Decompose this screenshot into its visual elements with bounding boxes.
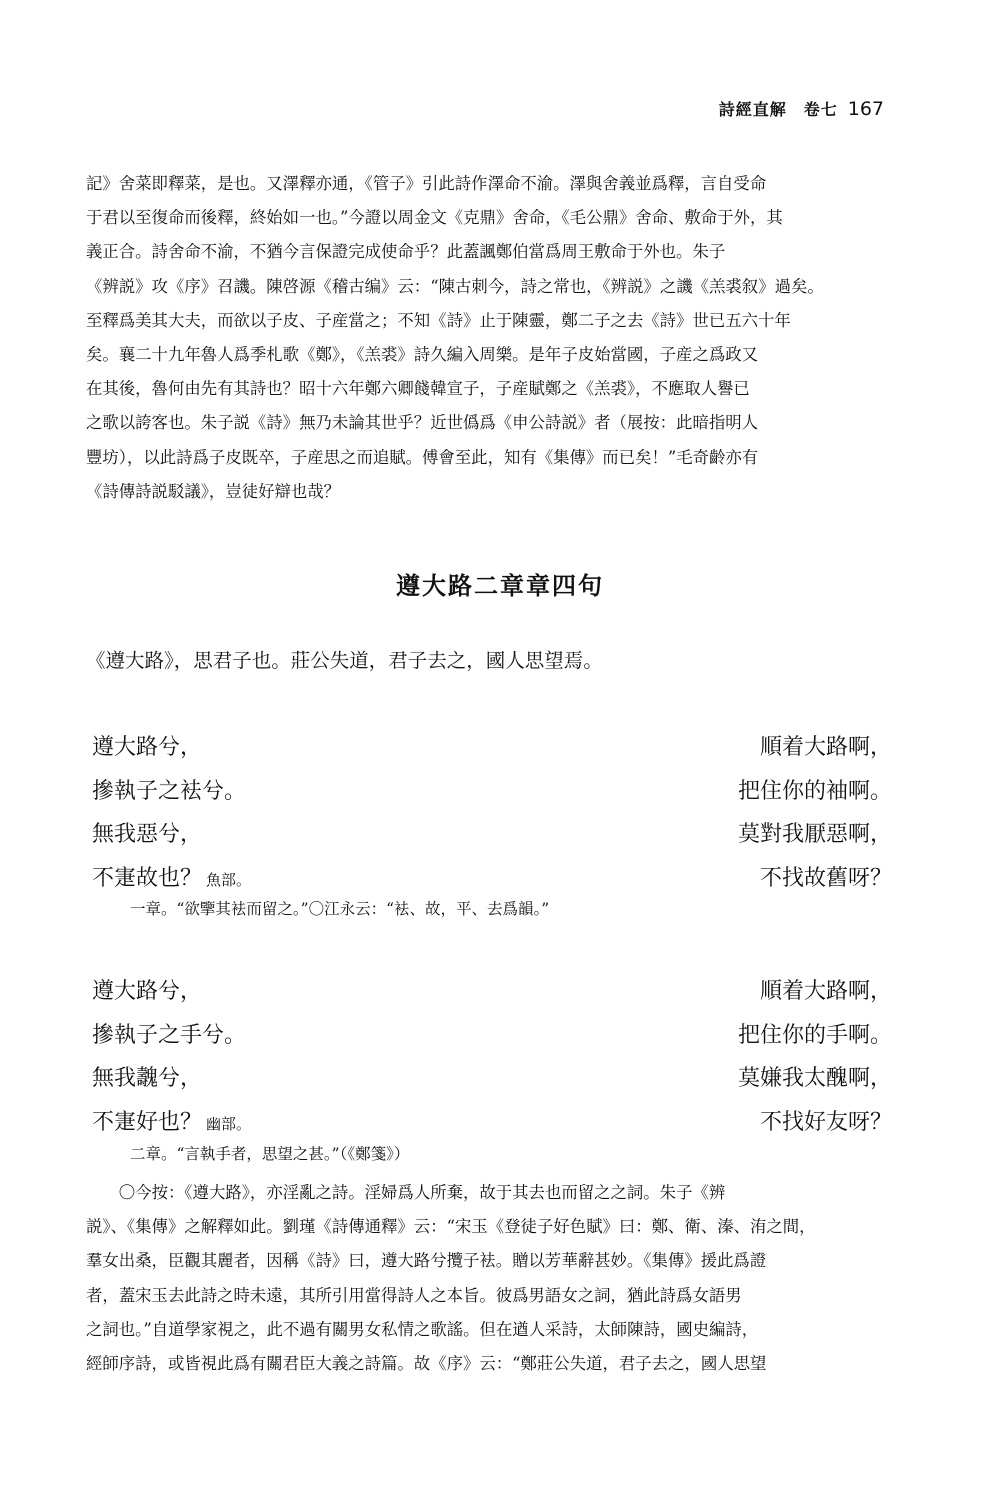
poem-title: 遵大路二章章四句 [396,572,604,600]
verse-original: 摻執子之手兮。 [92,1022,247,1048]
rhyme-note: 魚部。 [206,870,252,889]
verse-translation: 不找好友呀？ [759,1109,892,1135]
prose-line: 于君以至復命而後釋，終始如一也。”今證以周金文《克鼎》舍命，《毛公鼎》舍命、敷命于外，其 [86,208,783,228]
verse-original: 遵大路兮， [92,979,203,1005]
prose-line: 《辨説》攻《序》召譏。陳啓源《稽古编》云：“陳古刺今，詩之常也，《辨説》之譏《羔裘叙》過矣。 [86,276,824,296]
running-head [719,97,884,120]
commentary-line: 説》、《集傳》之解釋如此。劉瑾《詩傳通釋》云：“宋玉《登徒子好色賦》曰：鄭、衛、溱、洧之間， [86,1217,816,1237]
top-prose [86,167,892,509]
verse-original: 摻執子之袪兮。 [92,778,247,804]
commentary-line: 羣女出桑，臣觀其麗者，因稱《詩》曰，遵大路兮攬子袪。贈以芳華辭甚妙。《集傳》援此爲證 [86,1251,767,1271]
verse-translation: 順着大路啊， [759,979,892,1005]
verse-translation: 把住你的手啊。 [737,1022,892,1048]
page-number: 167 [847,98,884,120]
prose-line: 至釋爲美其大夫，而欲以子皮、子産當之；不知《詩》止于陳靈，鄭二子之去《詩》世已五六十年 [86,310,791,330]
verse-row [92,1012,892,1056]
prose-line: 矣。襄二十九年魯人爲季札歌《鄭》，《羔裘》詩久編入周樂。是年子皮始當國，子産之爲政又 [86,345,759,365]
prose-line: 記》舍菜即釋菜，是也。又澤釋亦通，《管子》引此詩作澤命不渝。澤與舍義並爲釋，言自受命 [86,174,767,193]
commentary-line: 者，蓋宋玉去此詩之時未遠，其所引用當得詩人之本旨。彼爲男語女之詞，猶此詩爲女語男 [86,1285,742,1305]
verse-translation: 順着大路啊， [759,735,892,761]
verse-original: 遵大路兮， [92,735,203,761]
commentary-line: 之詞也。”自道學家視之，此不過有關男女私情之歌謠。但在遒人采詩，太師陳詩，國史編詩， [86,1319,759,1339]
stanza-note: 二章。“言執手者，思望之甚。”（《鄭箋》） [130,1145,410,1163]
verse-row [92,1099,892,1143]
commentary [86,1176,892,1381]
verse-row [92,768,892,812]
verse-original-text: 不寁故也？ [92,865,203,891]
prose-line: 《詩傳詩説駁議》，豈徒好辯也哉？ [86,481,341,501]
verse-row [92,968,892,1012]
verse-translation: 莫嫌我太醜啊， [737,1066,892,1092]
verse-original-text: 不寁好也？ [92,1109,203,1135]
running-head-title: 詩經直解 卷七 [718,100,838,119]
verse-row [92,855,892,899]
verse-original: 無我惡兮， [92,822,203,848]
verse-row [92,811,892,855]
verse-translation: 不找故舊呀？ [759,865,892,891]
verse-translation: 莫對我厭惡啊， [737,822,892,848]
verse-original: 無我魗兮， [92,1066,203,1092]
verse-translation: 把住你的袖啊。 [737,778,892,804]
stanza-2 [92,968,892,1142]
verse-row [92,1055,892,1099]
rhyme-note: 幽部。 [206,1114,252,1133]
stanza-1 [92,724,892,898]
verse-original [92,1105,251,1136]
verse-row [92,724,892,768]
poem-preface: 《遵大路》，思君子也。莊公失道，君子去之，國人思望焉。 [86,649,603,672]
commentary-line: 〇今按：《遵大路》，亦淫亂之詩。淫婦爲人所棄，故于其去也而留之之詞。朱子《辨 [118,1183,726,1202]
prose-line: 豐坊），以此詩爲子皮既卒，子産思之而追賦。傅會至此，知有《集傳》而已矣！”毛奇齡亦有 [86,447,759,467]
stanza-note: 一章。“欲擥其袪而留之。”〇江永云：“袪、故，平、去爲韻。” [130,900,550,918]
prose-line: 義正合。詩舍命不渝，不猶今言保證完成使命乎？此蓋諷鄭伯當爲周王敷命于外也。朱子 [86,242,726,262]
prose-line: 在其後，魯何由先有其詩也？昭十六年鄭六卿餞韓宣子，子産賦鄭之《羔裘》，不應取人譽已 [86,379,750,399]
prose-line: 之歌以誇客也。朱子説《詩》無乃未論其世乎？近世僞爲《申公詩説》者（展按：此暗指明人 [86,413,759,433]
commentary-line: 經師序詩，或皆視此爲有關君臣大義之詩篇。故《序》云：“鄭莊公失道，君子去之，國人思望 [86,1354,767,1374]
verse-original [92,861,251,892]
